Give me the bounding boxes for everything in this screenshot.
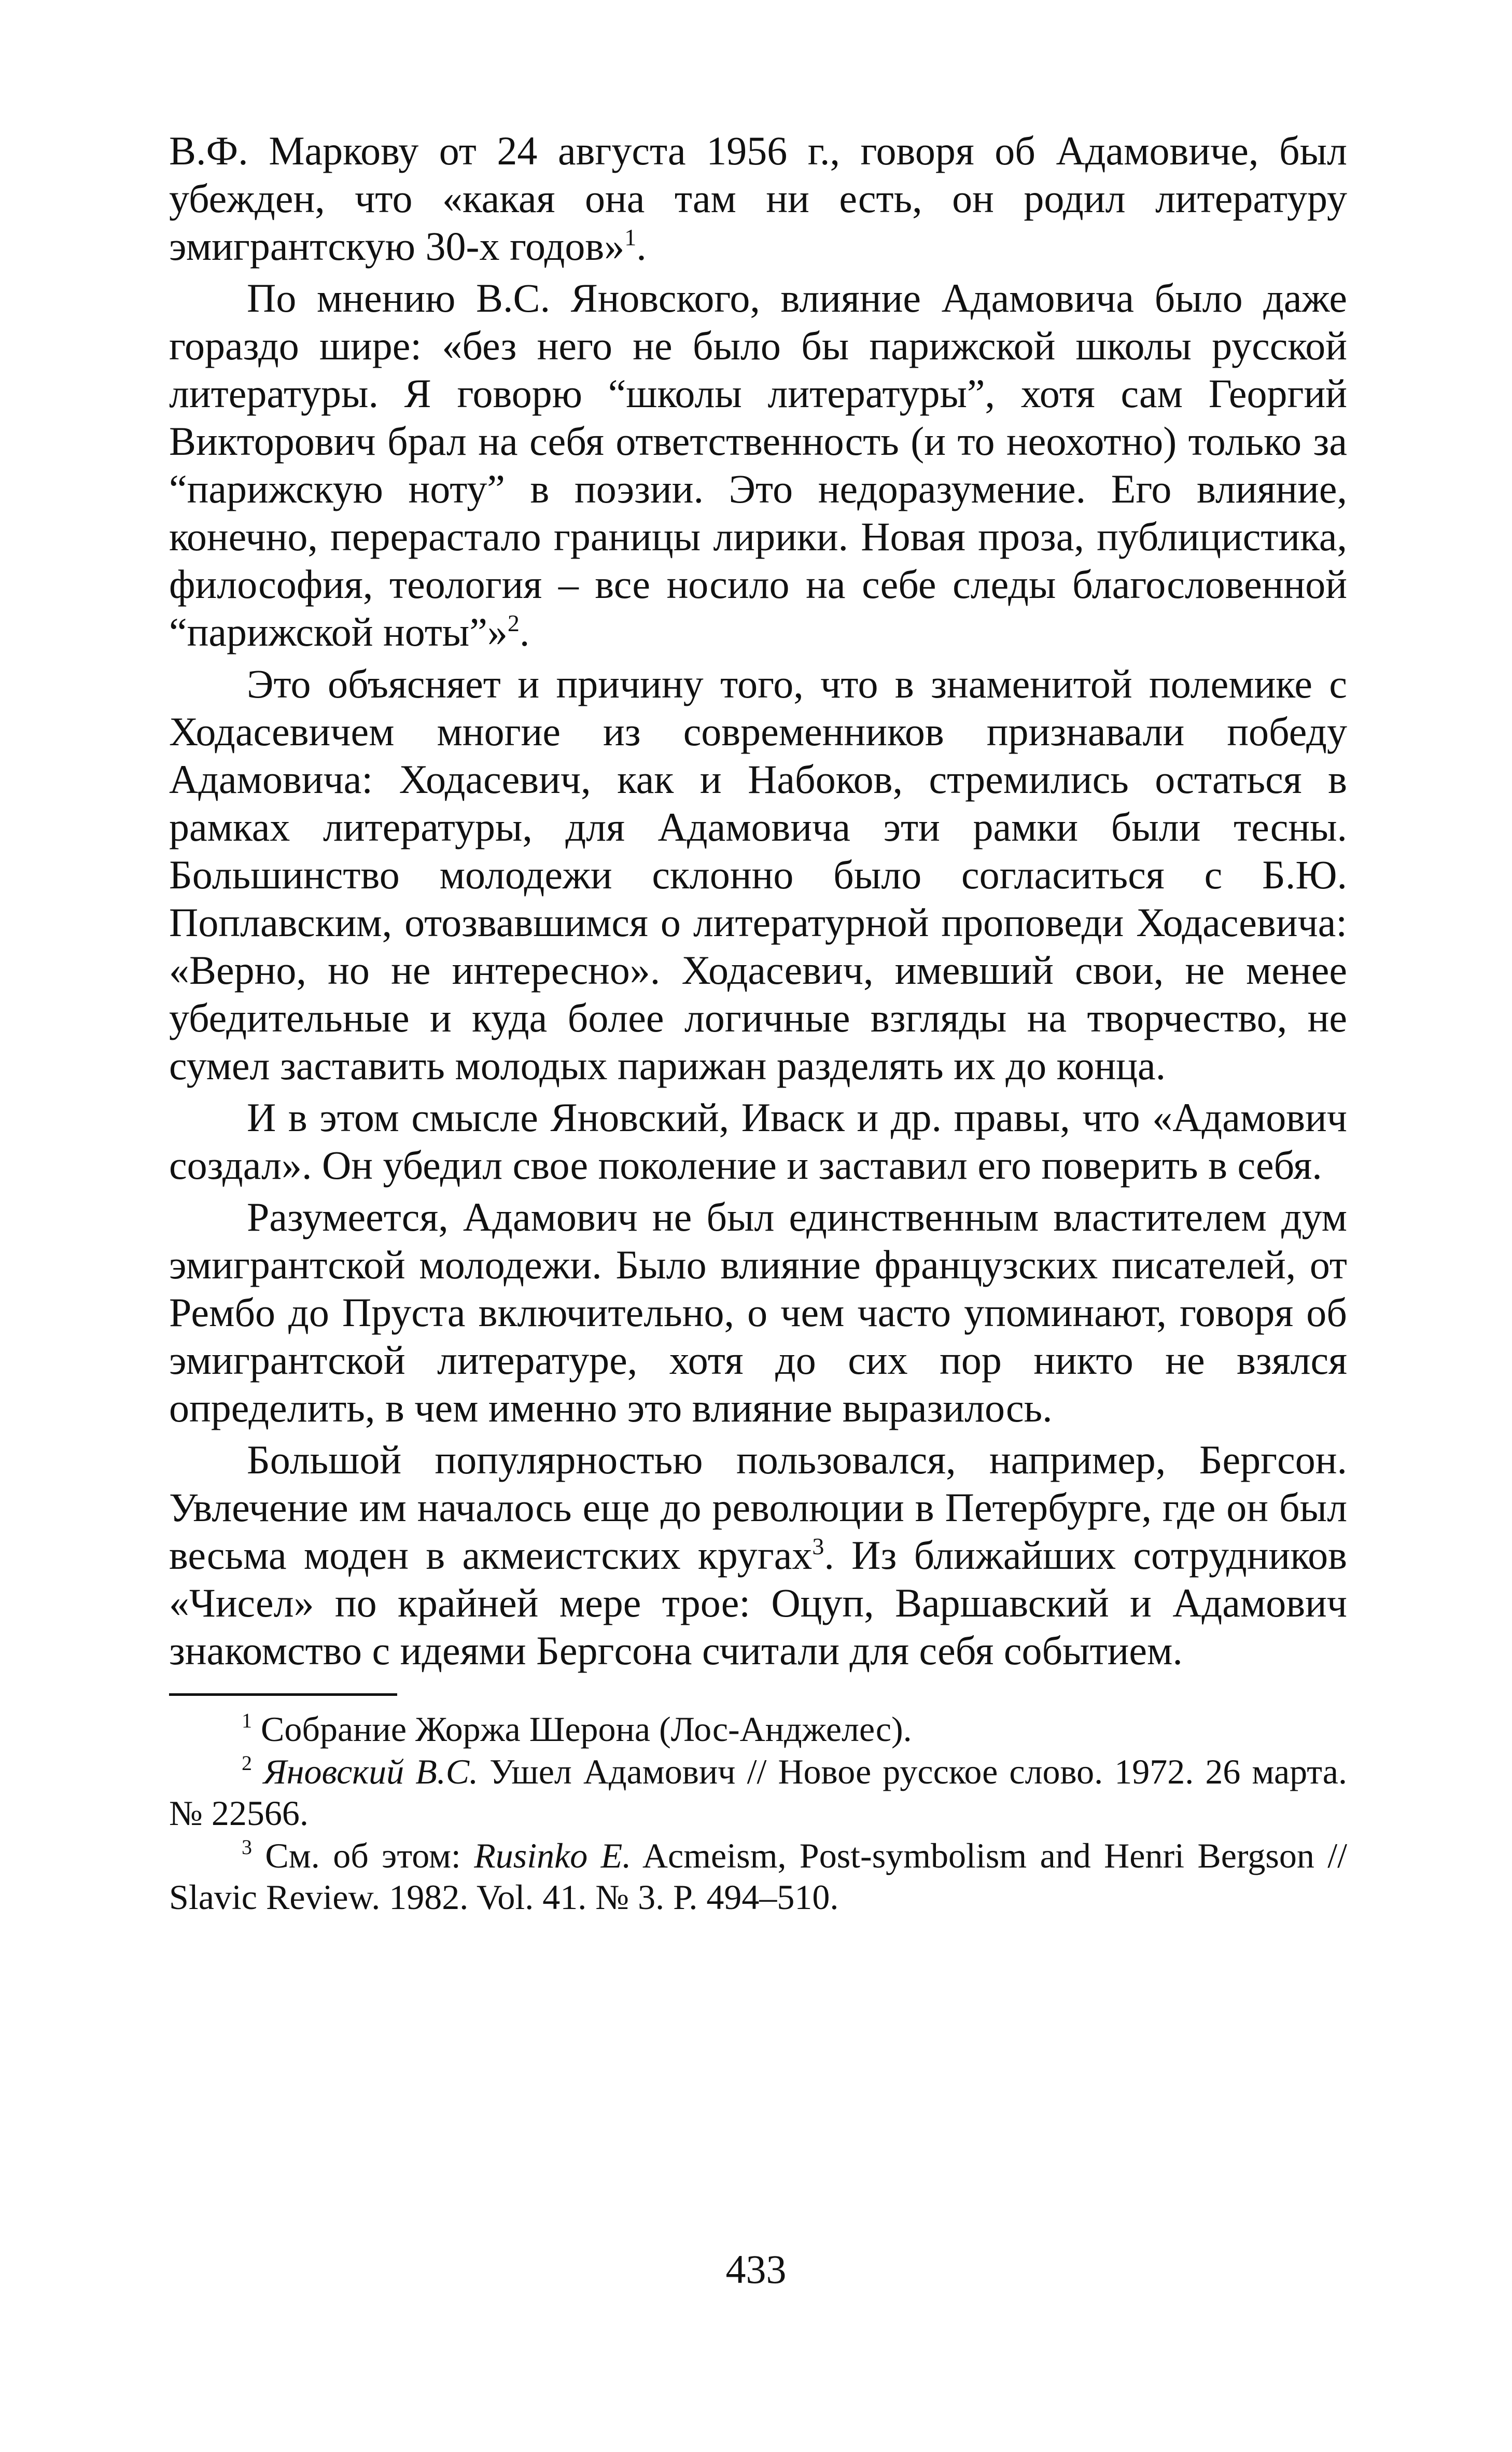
- footnote-separator: [169, 1693, 397, 1696]
- paragraph-6: [169, 1436, 1347, 1675]
- footnote-author: Rusinko E.: [474, 1836, 632, 1875]
- paragraph-text: В.Ф. Маркову от 24 августа 1956 г., говоря об Адамовиче, был убежден, что «какая она там ни есть, он родил литературу эмигрантскую 30-х годов»: [169, 128, 1347, 269]
- footnote-number: 1: [242, 1709, 252, 1732]
- footnote-number: 2: [242, 1751, 252, 1775]
- footnote-number: 3: [242, 1835, 252, 1859]
- paragraph-2: [169, 274, 1347, 656]
- paragraph-text: Разумеется, Адамович не был единственным властителем дум эмигрантской молодежи. Было влияние французских писателей, от Рембо до Пруста включительно, о чем часто упоминают, говоря об эмигрантской литературе, хотя до сих пор никто не взялся определить, в чем именно это влияние выразилось.: [169, 1194, 1347, 1430]
- paragraph-1: [169, 127, 1347, 270]
- footnote-text: Ушел Адамович // Новое русское слово. 1972. 26 марта. № 22566.: [169, 1752, 1347, 1833]
- paragraph-text: .: [519, 609, 530, 654]
- footnote-author: Яновский В.С.: [263, 1752, 479, 1791]
- paragraph-text: По мнению В.С. Яновского, влияние Адамовича было даже гораздо шире: «без него не было бы парижской школы русской литературы. Я говорю “школы литературы”, хотя сам Георгий Викторович брал на себя ответственность (и то неохотно) только за “парижскую ноту” в поэзии. Это недоразумение. Его влияние, конечно, перерастало границы лирики. Новая проза, публицистика, философия, теология – все носило на себе следы благословенной “парижской ноты”»: [169, 275, 1347, 654]
- footnote-2: [169, 1751, 1347, 1834]
- paragraph-5: [169, 1193, 1347, 1432]
- footnote-text: Acmeism, Post-symbolism and Henri Bergson // Slavic Review. 1982. Vol. 41. № 3. P. 494–510.: [169, 1836, 1347, 1917]
- paragraph-3: [169, 660, 1347, 1090]
- footnote-text: См. об этом:: [265, 1836, 474, 1875]
- paragraph-text: . Из ближайших сотрудников «Чисел» по крайней мере трое: Оцуп, Варшавский и Адамович знакомство с идеями Бергсона считали для себя событием.: [169, 1532, 1347, 1673]
- footnote-1: [169, 1708, 1347, 1750]
- footnote-ref-2: 2: [507, 610, 520, 636]
- footnote-3: [169, 1835, 1347, 1918]
- paragraph-text: .: [636, 224, 647, 269]
- paragraph-text: Большой популярностью пользовался, например, Бергсон. Увлечение им началось еще до революции в Петербурге, где он был весьма моден в акмеистских кругах: [169, 1437, 1347, 1578]
- book-page: [169, 127, 1347, 1919]
- footnote-ref-3: 3: [812, 1533, 824, 1559]
- paragraph-text: И в этом смысле Яновский, Иваск и др. правы, что «Адамович создал». Он убедил свое поколение и заставил его поверить в себя.: [169, 1095, 1347, 1188]
- footnotes: [169, 1708, 1347, 1918]
- paragraph-4: [169, 1094, 1347, 1189]
- footnote-ref-1: 1: [624, 224, 637, 250]
- body-text: [169, 127, 1347, 1675]
- paragraph-text: Это объясняет и причину того, что в знаменитой полемике с Ходасевичем многие из современников признавали победу Адамовича: Ходасевич, как и Набоков, стремились остаться в рамках литературы, для Адамовича эти рамки были тесны. Большинство молодежи склонно было согласиться с Б.Ю. Поплавским, отозвавшимся о литературной проповеди Ходасевича: «Верно, но не интересно». Ходасевич, имевший свои, не менее убедительные и куда более логичные взгляды на творчество, не сумел заставить молодых парижан разделять их до конца.: [169, 661, 1347, 1088]
- footnote-text: Собрание Жоржа Шерона (Лос-Анджелес).: [261, 1709, 912, 1749]
- page-number: 433: [725, 2247, 787, 2292]
